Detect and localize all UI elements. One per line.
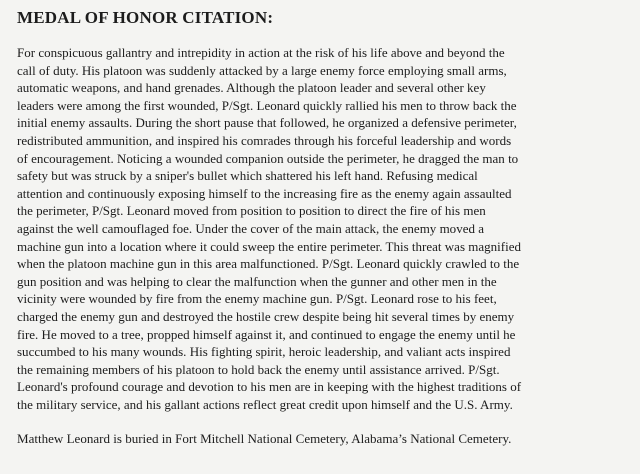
citation-line: gun position and was helping to clear the malfunction when the gunner and other men in the: [17, 273, 497, 289]
citation-line: redistributed ammunition, and inspired his comrades through his forceful leadership and words: [17, 132, 512, 148]
citation-line: Leonard's profound courage and devotion to his men are in keeping with the highest traditions of: [17, 379, 522, 395]
citation-heading: MEDAL OF HONOR CITATION:: [17, 8, 274, 27]
citation-line: machine gun into a location where it could sweep the entire perimeter. This threat was magnified: [17, 238, 521, 254]
citation-line: vicinity were wounded by fire from the enemy machine gun. P/Sgt. Leonard rose to his feet,: [17, 291, 497, 307]
citation-line: of encouragement. Noticing a wounded companion outside the perimeter, he dragged the man to: [17, 150, 519, 166]
citation-line: succumbed to his many wounds. His fighting spirit, heroic leadership, and valiant acts inspired: [17, 344, 511, 360]
citation-line: the military service, and his gallant actions reflect great credit upon himself and the U.S. Army.: [17, 396, 513, 412]
citation-line: initial enemy assaults. During the short pause that followed, he organized a defensive perimeter,: [17, 115, 517, 131]
citation-line: against the well camouflaged foe. Under the cover of the main attack, the enemy moved a: [17, 220, 485, 236]
citation-line: fire. He moved to a tree, propped himself against it, and continued to engage the enemy until he: [17, 326, 516, 342]
burial-note: Matthew Leonard is buried in Fort Mitchell National Cemetery, Alabama’s National Cemetery.: [17, 431, 512, 447]
citation-line: attention and continuously exposing himself to the increasing fire as the enemy again assaulted: [17, 185, 512, 201]
citation-line: leaders were among the first wounded, P/Sgt. Leonard quickly rallied his men to throw back the: [17, 97, 517, 113]
citation-line: the remaining members of his platoon to hold back the enemy until assistance arrived. P/Sgt.: [17, 361, 500, 377]
citation-line: automatic weapons, and hand grenades. Although the platoon leader and several other key: [17, 80, 486, 96]
citation-line: call of duty. His platoon was suddenly attacked by a large enemy force employing small arms,: [17, 62, 507, 78]
citation-line: when the platoon machine gun in this area malfunctioned. P/Sgt. Leonard quickly crawled to the: [17, 256, 520, 272]
citation-line: charged the enemy gun and destroyed the hostile crew despite being hit several times by enemy: [17, 308, 515, 324]
citation-line: For conspicuous gallantry and intrepidity in action at the risk of his life above and beyond the: [17, 45, 505, 60]
citation-line: safety but was struck by a sniper's bullet which shattered his left hand. Refusing medical: [17, 168, 478, 184]
citation-paragraph: [17, 44, 627, 413]
citation-line: the perimeter, P/Sgt. Leonard moved from position to position to direct the fire of his men: [17, 203, 486, 219]
